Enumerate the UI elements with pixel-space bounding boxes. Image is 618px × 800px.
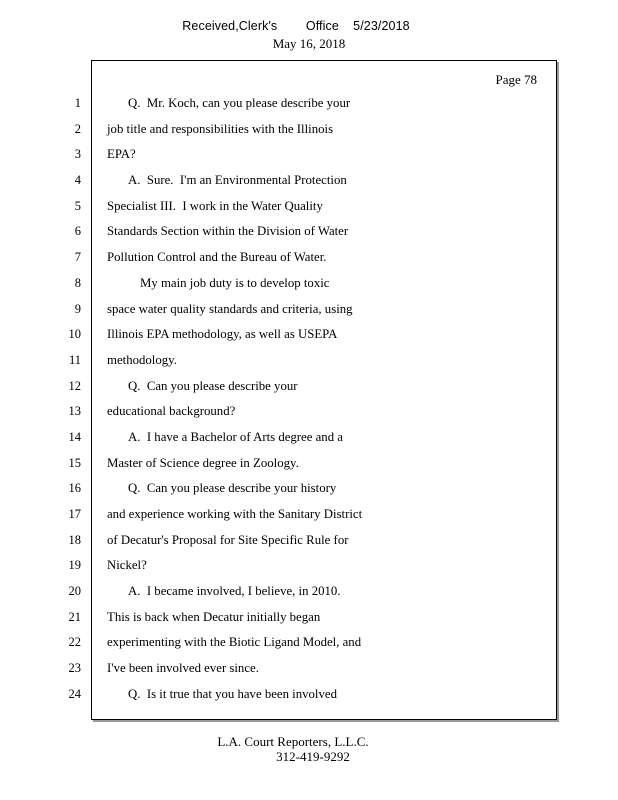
transcript-line: Standards Section within the Division of Water [107, 224, 349, 239]
line-number-column [50, 92, 81, 709]
received-stamp [0, 19, 618, 33]
transcript-line: Q. Is it true that you have been involved [128, 686, 337, 701]
line-number: 12 [68, 378, 81, 393]
line-number: 13 [68, 404, 81, 419]
line-number: 14 [68, 429, 81, 444]
line-number: 1 [74, 96, 81, 110]
line-number: 4 [74, 173, 81, 188]
line-number: 19 [68, 558, 81, 573]
line-number: 10 [68, 327, 81, 342]
transcript-line: job title and responsibilities with the Illinois [107, 121, 334, 136]
line-number: 23 [68, 661, 81, 676]
line-number: 20 [68, 584, 81, 599]
transcript-line: EPA? [107, 147, 136, 162]
line-number: 22 [68, 635, 81, 650]
hearing-date: May 16, 2018 [272, 36, 346, 51]
transcript-line: methodology. [107, 352, 177, 367]
page-number: Page 78 [495, 72, 537, 87]
transcript-line: Q. Can you please describe your history [128, 481, 337, 496]
transcript-line: Master of Science degree in Zoology. [107, 455, 299, 470]
line-number: 2 [74, 121, 81, 136]
line-number: 8 [74, 275, 81, 290]
transcript-line: A. I became involved, I believe, in 2010. [128, 584, 341, 599]
line-number: 18 [68, 532, 81, 547]
transcript-line: Nickel? [107, 558, 147, 573]
reporter-company [0, 734, 618, 750]
transcript-line: Q. Mr. Koch, can you please describe your [128, 96, 351, 110]
line-number: 21 [68, 609, 81, 624]
transcript-line: I've been involved ever since. [107, 661, 259, 676]
transcript-text [107, 92, 547, 709]
line-number: 17 [68, 507, 81, 521]
transcript-line: space water quality standards and criteria, using [107, 301, 353, 316]
transcript-line: Pollution Control and the Bureau of Water. [107, 250, 327, 265]
received-stamp-text: Received,Clerk's Office 5/23/2018 [182, 19, 410, 33]
transcript-line: Q. Can you please describe your [128, 378, 298, 393]
transcript-line: My main job duty is to develop toxic [140, 275, 330, 290]
line-number: 15 [68, 455, 81, 470]
reporter-phone-text: 312-419-9292 [276, 749, 350, 764]
line-number: 5 [74, 198, 81, 213]
transcript-line: Specialist III. I work in the Water Quality [107, 198, 323, 213]
line-number: 6 [74, 224, 81, 239]
line-number: 24 [68, 686, 81, 701]
transcript-line: of Decatur's Proposal for Site Specific Rule for [107, 532, 349, 547]
line-number: 3 [74, 147, 81, 162]
line-number: 9 [74, 301, 81, 316]
reporter-phone [0, 749, 618, 765]
line-number: 7 [74, 250, 81, 265]
transcript-line: experimenting with the Biotic Ligand Model, and [107, 635, 362, 650]
transcript-line: A. I have a Bachelor of Arts degree and a [128, 429, 343, 444]
transcript-line: Illinois EPA methodology, as well as USEPA [107, 327, 338, 342]
transcript-line: A. Sure. I'm an Environmental Protection [128, 173, 347, 188]
line-number: 16 [68, 481, 81, 496]
transcript-line: and experience working with the Sanitary District [107, 507, 363, 521]
line-number: 11 [68, 352, 81, 367]
reporter-company-text: L.A. Court Reporters, L.L.C. [217, 734, 369, 749]
transcript-line: educational background? [107, 404, 236, 419]
transcript-line: This is back when Decatur initially began [107, 609, 321, 624]
